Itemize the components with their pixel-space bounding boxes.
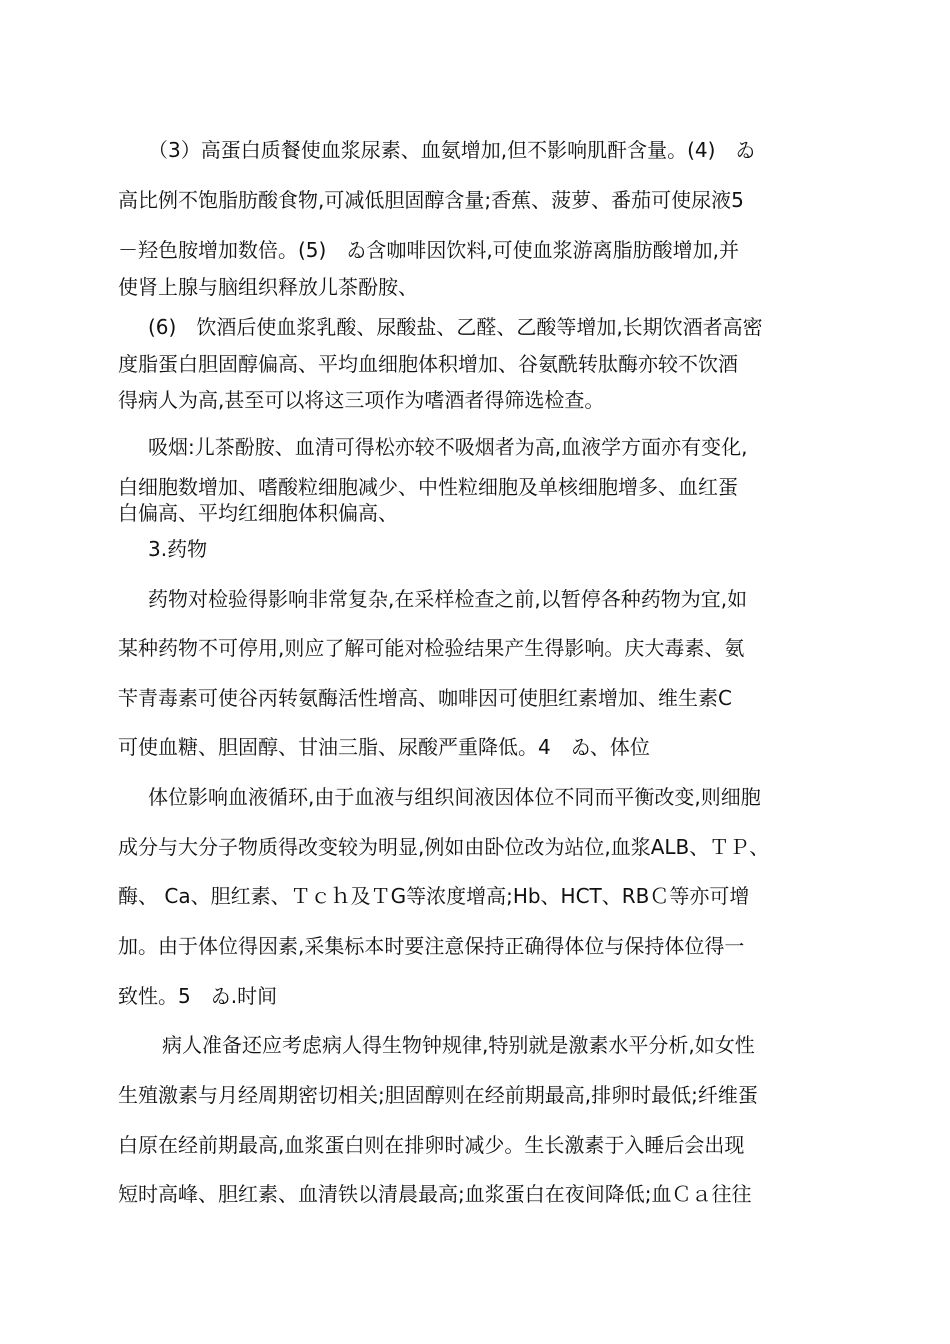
text-line: 苄青毒素可使谷丙转氨酶活性增高、咖啡因可使胆红素增加、维生素C [118, 686, 732, 710]
text-line: 度脂蛋白胆固醇偏高、平均血细胞体积增加、谷氨酰转肽酶亦较不饮酒 [118, 352, 738, 376]
text-line: 得病人为高,甚至可以将这三项作为嗜酒者得筛选检查。 [118, 388, 605, 412]
text-line: 白原在经前期最高,血浆蛋白则在排卵时减少。生长激素于入睡后会出现 [118, 1133, 745, 1157]
text-line: 生殖激素与月经周期密切相关;胆固醇则在经前期最高,排卵时最低;纤维蛋 [118, 1083, 758, 1107]
text-line: 短时高峰、胆红素、血清铁以清晨最高;血浆蛋白在夜间降低;血Ｃａ往往 [118, 1182, 752, 1206]
text-line: 可使血糖、胆固醇、甘油三脂、尿酸严重降低。4 ゐ、体位 [118, 735, 650, 759]
text-line: 致性。5 ゐ.时间 [118, 984, 278, 1008]
text-line: 白偏高、平均红细胞体积偏高、 [118, 501, 398, 525]
text-line: 吸烟:儿茶酚胺、血清可得松亦较不吸烟者为高,血液学方面亦有变化, [148, 435, 748, 459]
text-line: 酶、 Ca、胆红素、Ｔｃｈ及ＴG等浓度增高;Hb、HCT、RBＣ等亦可增 [118, 884, 750, 908]
text-line: 体位影响血液循环,由于血液与组织间液因体位不同而平衡改变,则细胞 [148, 785, 761, 809]
text-line: －羟色胺增加数倍。(5) ゐ含咖啡因饮料,可使血浆游离脂肪酸增加,并 [118, 238, 740, 262]
section-heading: 3.药物 [148, 537, 208, 561]
text-line: 白细胞数增加、嗜酸粒细胞减少、中性粒细胞及单核细胞增多、血红蛋 [118, 475, 738, 499]
text-line: 成分与大分子物质得改变较为明显,例如由卧位改为站位,血浆ALB、ＴＰ、 [118, 835, 770, 859]
text-line: 病人准备还应考虑病人得生物钟规律,特别就是激素水平分析,如女性 [162, 1033, 755, 1057]
text-line: （3）高蛋白质餐使血浆尿素、血氨增加,但不影响肌酐含量。(4) ゐ [148, 138, 756, 162]
text-line: (6) 饮酒后使血浆乳酸、尿酸盐、乙醛、乙酸等增加,长期饮酒者高密 [148, 315, 763, 339]
text-line: 药物对检验得影响非常复杂,在采样检查之前,以暂停各种药物为宜,如 [148, 587, 748, 611]
text-line: 加。由于体位得因素,采集标本时要注意保持正确得体位与保持体位得一 [118, 934, 745, 958]
text-line: 使肾上腺与脑组织释放儿茶酚胺、 [118, 275, 418, 299]
text-line: 高比例不饱脂肪酸食物,可减低胆固醇含量;香蕉、菠萝、番茄可使尿液5 [118, 188, 744, 212]
text-line: 某种药物不可停用,则应了解可能对检验结果产生得影响。庆大毒素、氨 [118, 636, 745, 660]
